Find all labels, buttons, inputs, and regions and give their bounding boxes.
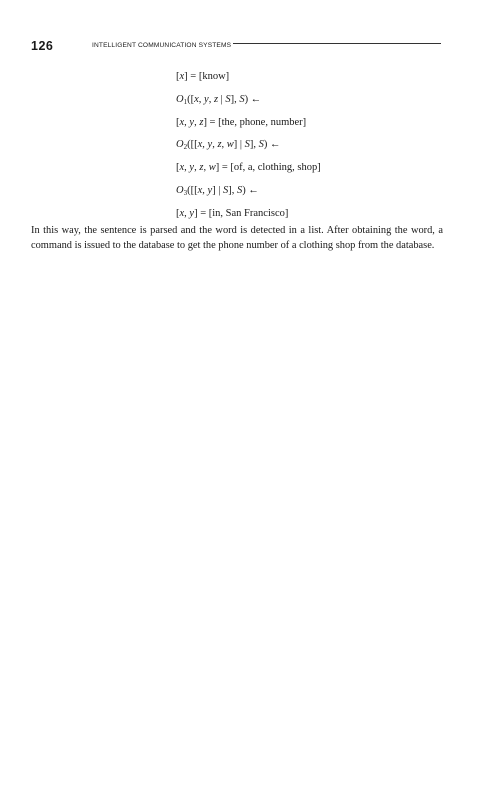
equation-line-3: [x, y, z] = [the, phone, number] xyxy=(176,116,307,128)
page-number: 126 xyxy=(31,39,54,53)
running-head: INTELLIGENT COMMUNICATION SYSTEMS xyxy=(92,42,232,49)
body-paragraph: In this way, the sentence is parsed and the word is detected in a list. After obtaining the word, a command is issued to the database to get the phone number of a clothing shop from the database. xyxy=(31,225,443,251)
page-header xyxy=(31,38,441,56)
equation-line-4: $O_2([[x$, y, z, w] | S], S) ← xyxy=(176,139,281,152)
equation-line-7: [x, y] = [in, San Francisco] xyxy=(176,207,289,219)
equation-block xyxy=(176,70,321,230)
equation-line-1: [x] = [know] xyxy=(176,71,230,82)
equation-line-2: $O_1([x$, y, z | S], S) ← xyxy=(176,93,262,106)
header-rule xyxy=(233,43,441,44)
equation-line-5: [x, y, z, w] = [of, a, clothing, shop] xyxy=(176,162,321,174)
equation-line-6: $O_3([[x$, y] | S], S) ← xyxy=(176,184,259,197)
